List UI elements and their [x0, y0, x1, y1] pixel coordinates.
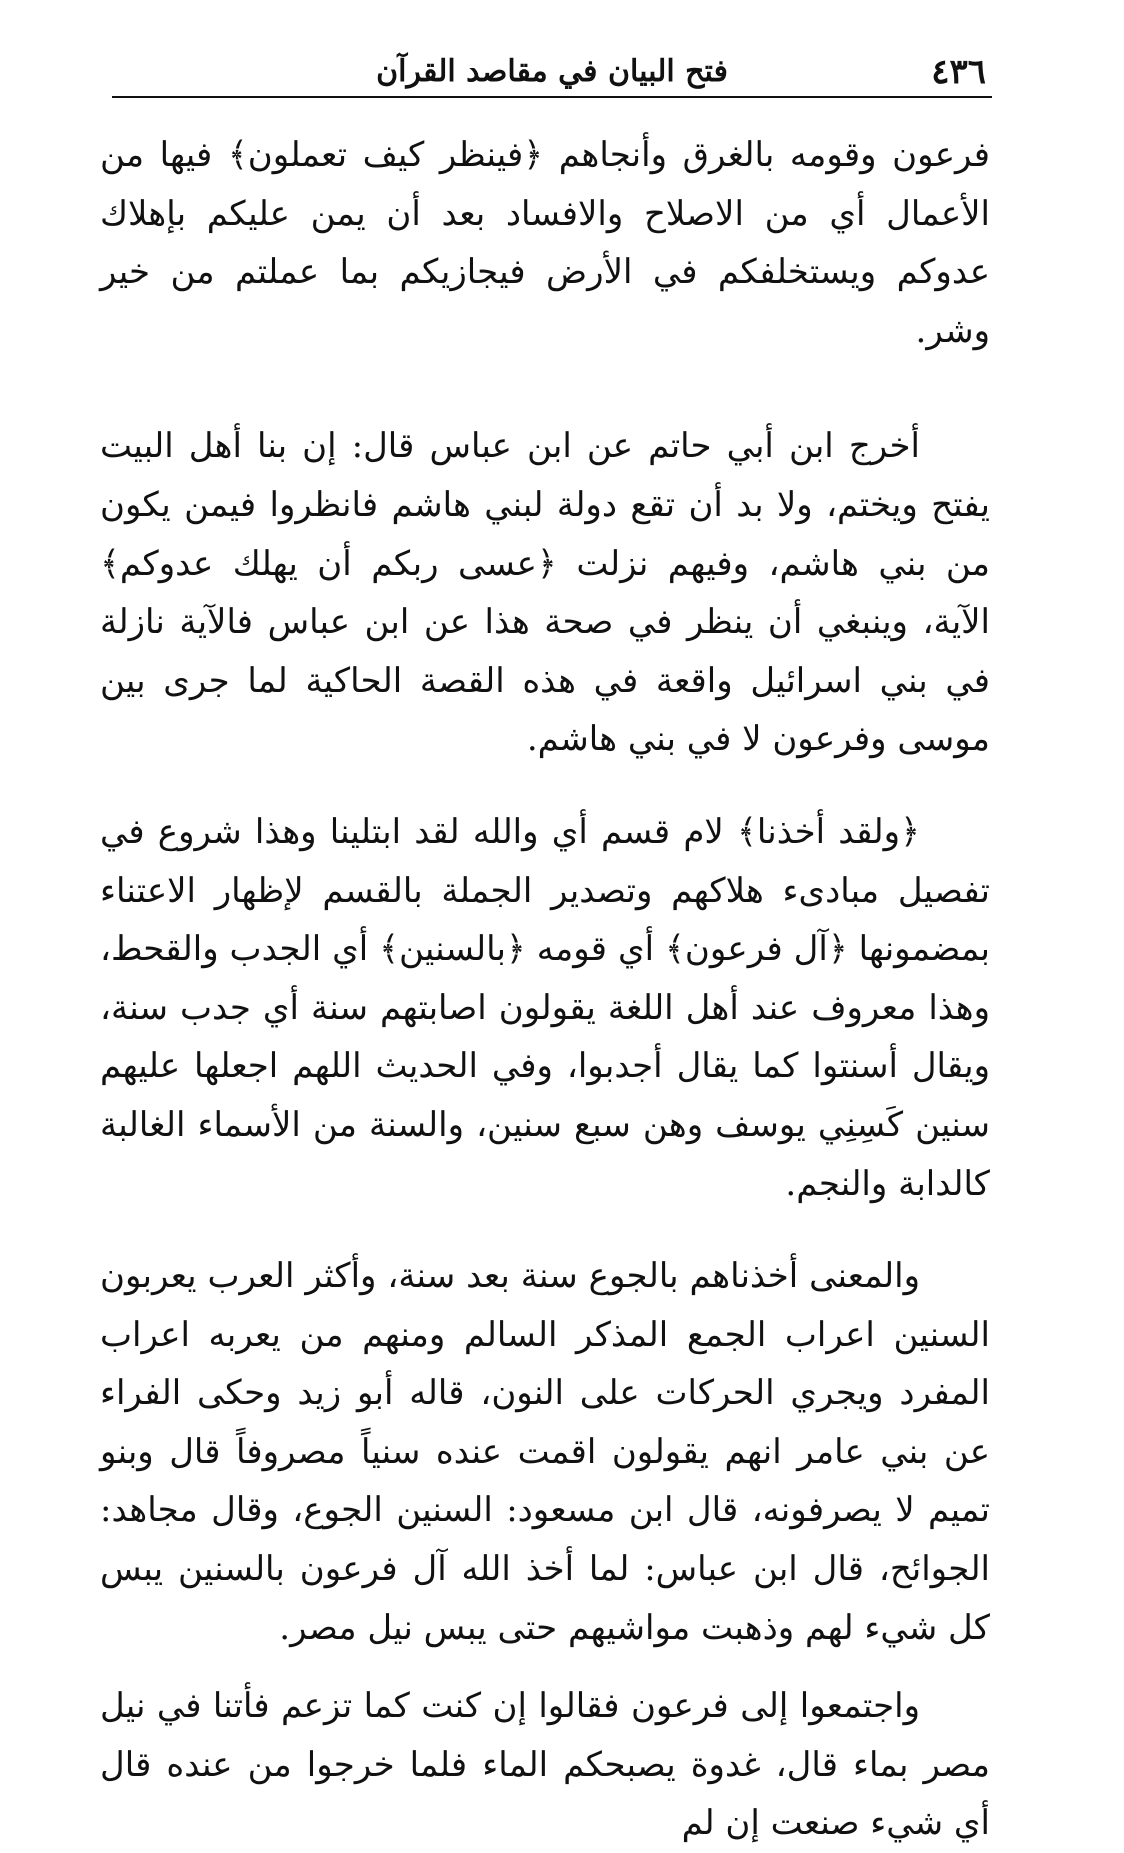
paragraph-1: فرعون وقومه بالغرق وأنجاهم ﴿فينظر كيف تعملون﴾ فيها من الأعمال أي من الاصلاح والافساد بعد أن يمن عليكم بإهلاك عدوكم ويستخلفكم في الأرض فيجازيكم بما عملتم من خير وشر.	[100, 135, 990, 351]
page-number: ٤٣٦	[931, 52, 986, 92]
paragraph-5: واجتمعوا إلى فرعون فقالوا إن كنت كما تزعم فأتنا في نيل مصر بماء قال، غدوة يصبحكم الماء فلما خرجوا من عنده قال أي شيء صنعت إن لم	[100, 1686, 990, 1844]
page-header	[112, 44, 992, 96]
header-rule	[112, 96, 992, 98]
running-title: فتح البيان في مقاصد القرآن	[376, 54, 728, 89]
page-body	[100, 126, 990, 1853]
paragraph-2: أخرج ابن أبي حاتم عن ابن عباس قال: إن بنا أهل البيت يفتح ويختم، ولا بد أن تقع دولة لبني هاشم فانظروا فيمن يكون من بني هاشم، وفيهم نزلت ﴿عسى ربكم أن يهلك عدوكم﴾ الآية، وينبغي أن ينظر في صحة هذا عن ابن عباس فالآية نازلة في بني اسرائيل واقعة في هذه القصة الحاكية لما جرى بين موسى وفرعون لا في بني هاشم.	[100, 426, 990, 760]
paragraph-3: ﴿ولقد أخذنا﴾ لام قسم أي والله لقد ابتلينا وهذا شروع في تفصيل مبادىء هلاكهم وتصدير الجملة بالقسم لإظهار الاعتناء بمضمونها ﴿آل فرعون﴾ أي قومه ﴿بالسنين﴾ أي الجدب والقحط، وهذا معروف عند أهل اللغة يقولون اصابتهم سنة أي جدب سنة، ويقال أسنتوا كما يقال أجدبوا، وفي الحديث اللهم اجعلها عليهم سنين كَسِنِي يوسف وهن سبع سنين، والسنة من الأسماء الغالبة كالدابة والنجم.	[100, 811, 990, 1204]
paragraph-4: والمعنى أخذناهم بالجوع سنة بعد سنة، وأكثر العرب يعربون السنين اعراب الجمع المذكر السالم ومنهم من يعربه اعراب المفرد ويجري الحركات على النون، قاله أبو زيد وحكى الفراء عن بني عامر انهم يقولون اقمت عنده سنياً مصروفاً قال وبنو تميم لا يصرفونه، قال ابن مسعود: السنين الجوع، وقال مجاهد: الجوائح، قال ابن عباس: لما أخذ الله آل فرعون بالسنين يبس كل شيء لهم وذهبت مواشيهم حتى يبس نيل مصر.	[100, 1256, 990, 1648]
